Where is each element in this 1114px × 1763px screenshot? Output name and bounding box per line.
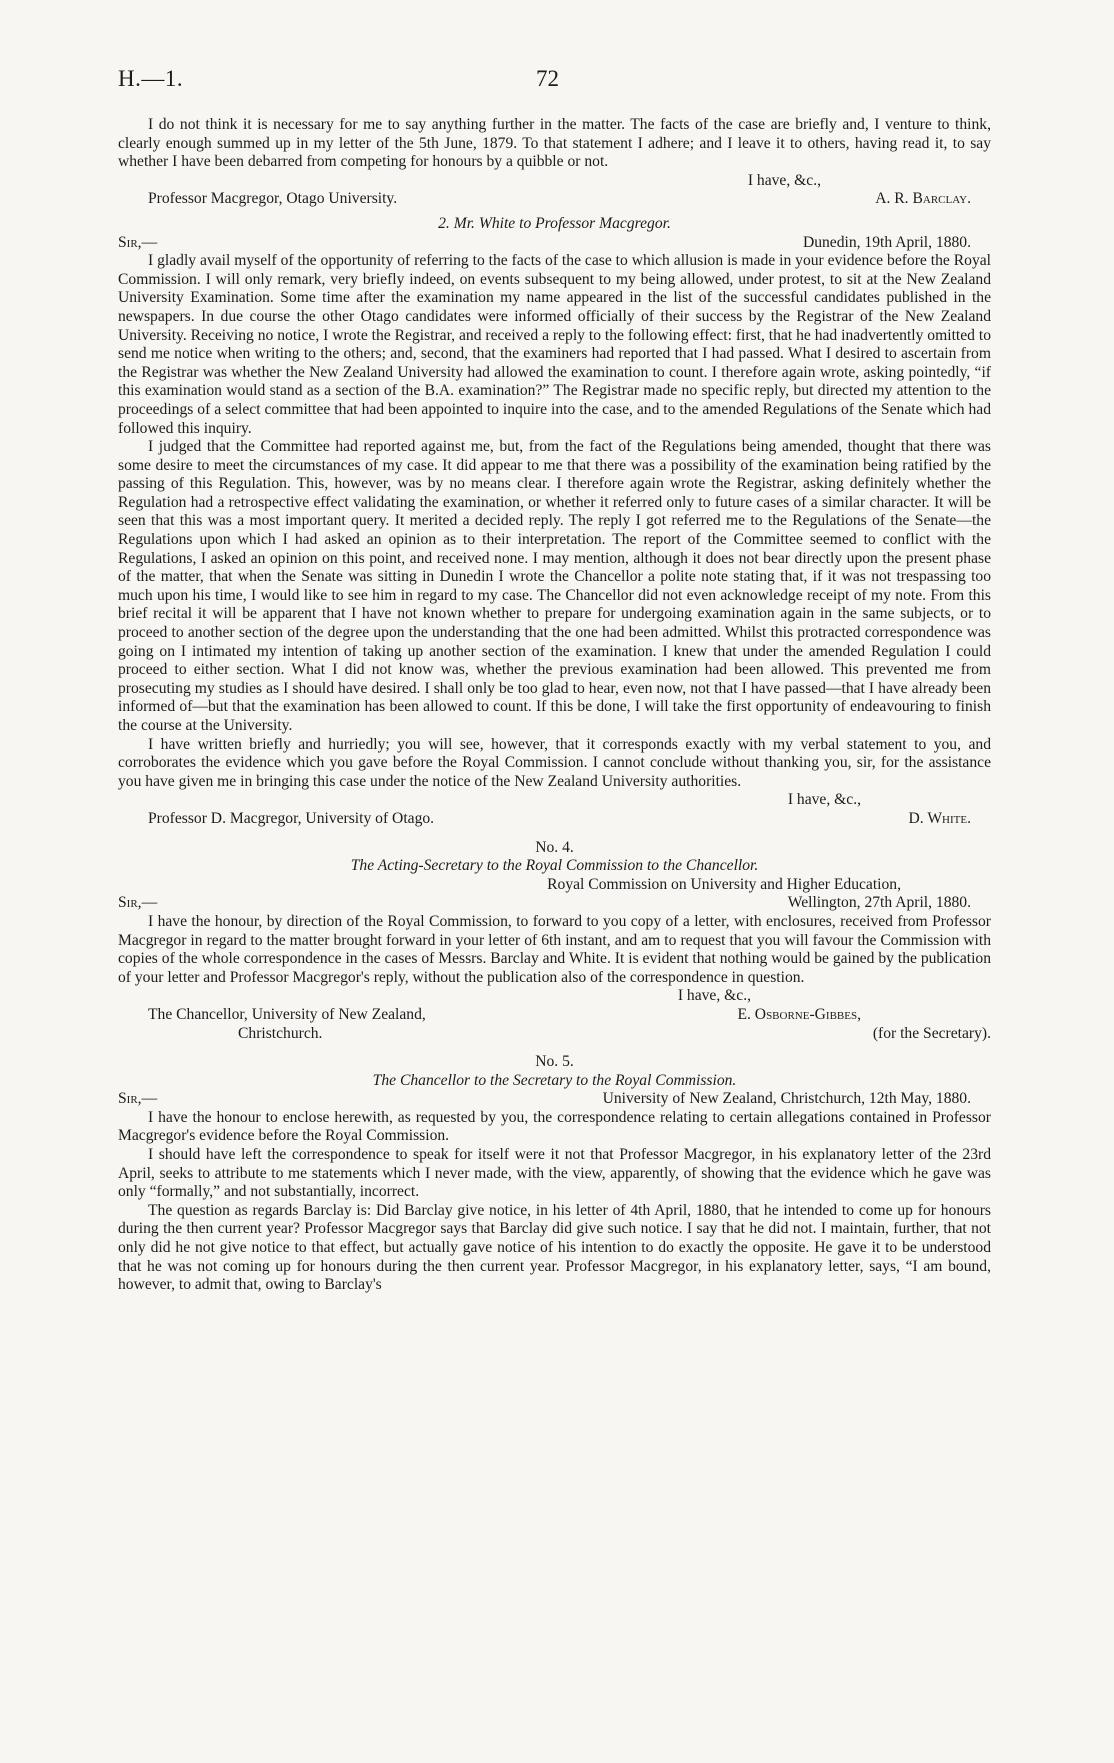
no4-salutation-row: [118, 894, 991, 913]
no4-body: I have the honour, by direction of the Royal Commission, to forward to you copy of a letter, with enclosures, received from Professor Macgregor in regard to the matter brought forward in your letter of 6th instant, and am to request that you will favour the Commission with copies of the whole correspondence in the cases of Messrs. Barclay and White. It is evident that nothing would be gained by the publication of your letter and Professor Macgregor's reply, without the publication also of the correspondence in question.: [118, 912, 991, 986]
no4-dateline: Wellington, 27th April, 1880.: [787, 894, 971, 912]
no4-org-row: [118, 876, 991, 895]
white-salutation-row: [118, 234, 991, 253]
no5-title: The Chancellor to the Secretary to the Royal Commission.: [372, 1071, 737, 1089]
no4-addressee-1: The Chancellor, University of New Zealand,: [148, 1005, 426, 1023]
white-paragraph-2: I judged that the Committee had reported against me, but, from the fact of the Regulations being amended, thought that there was some desire to meet the circumstances of my case. It did appear to me that there was a possibility of the examination being ratified by the passing of this Regulation. This, however, was by no means clear. I therefore again wrote the Registrar, asking definitely whether the Regulation had a retrospective effect validating the examination, or whether it referred only to future cases of a similar character. It will be seen that this was a most important query. It merited a decided reply. The reply I got referred me to the Regulations of the Senate—the Regulations upon which I had asked an opinion as to their interpretation. The report of the Committee seemed to conflict with the Regulations, I asked an opinion on this point, and received none. I may mention, although it does not bear directly upon the present phase of the matter, that when the Senate was sitting in Dunedin I wrote the Chancellor a polite note stating that, if it was not trespassing too much upon his time, I would like to see him in regard to my case. The Chancellor did not even acknowledge receipt of my note. From this brief recital it will be apparent that I have not known whether to prepare for undergoing examination again in the same subjects, or to proceed to another section of the degree upon the understanding that the one had been admitted. Whilst this protracted correspondence was going on I intimated my intention of taking up another section of the examination. I knew that under the amended Regulation I could proceed to either section. What I did not know was, whether the previous examination had been allowed. This prevented me from prosecuting my studies as I should have desired. I shall only be too glad to hear, even now, not that I have passed—that I have already been informed of—but that the examination has been allowed to count. If this be done, I will take the first opportunity of endeavouring to finish the course at the University.: [118, 438, 991, 734]
no4-closing-row: [118, 987, 991, 1006]
no4-signature-note: (for the Secretary).: [872, 1024, 991, 1042]
page-header: [118, 66, 988, 98]
white-sign-row: [118, 810, 991, 829]
no5-paragraph-3: The question as regards Barclay is: Did Barclay give notice, in his letter of 4th April, 1880, that he intended to come up for honours during the then current year? Professor Macgregor says that Barclay did give such notice. I say that he did not. I maintain, further, that not only did he not give notice to that effect, but actually gave notice of his intention to do exactly the opposite. He gave it to be understood that he was not coming up for honours during the then current year. Professor Macgregor, in his explanatory letter, says, “I am bound, however, to admit that, owing to Barclay's: [118, 1201, 991, 1294]
white-closing-row: [118, 791, 991, 810]
white-signature: D. White.: [908, 809, 971, 827]
no5-dateline: University of New Zealand, Christchurch, 12th May, 1880.: [602, 1090, 971, 1108]
white-paragraph-1: I gladly avail myself of the opportunity of referring to the facts of the case to which allusion is made in your evidence before the Royal Commission. I will only remark, very briefly indeed, on events subsequent to my being allowed, under protest, to sit at the New Zealand University Examination. Some time after the examination my name appeared in the list of the successful candidates published in the newspapers. In due course the other Otago candidates were informed officially of their success by the Registrar of the New Zealand University. Receiving no notice, I wrote the Registrar, and received a reply to the following effect: first, that he had inadvertently omitted to send me notice when writing to the others; and, second, that the examiners had reported that I had passed. What I desired to ascertain from the Registrar was whether the New Zealand University had allowed the examination to count. I therefore again wrote, asking pointedly, “if this examination would stand as a section of the B.A. examination?” The Registrar made no specific reply, but directed my attention to the proceedings of a select committee that had been appointed to inquire into the case, and to the amended Regulations of the Senate which had followed this inquiry.: [118, 252, 991, 437]
white-letter-title: 2. Mr. White to Professor Macgregor.: [438, 214, 671, 232]
barclay-signature: A. R. Barclay.: [875, 190, 971, 208]
no4-closing: I have, &c.,: [677, 987, 751, 1005]
page-body: [118, 116, 991, 1295]
no5-salutation-row: [118, 1090, 991, 1109]
no4-salutation: Sir,—: [118, 894, 158, 912]
no4-sign-row-1: [118, 1006, 991, 1025]
no4-addressee-2: Christchurch.: [238, 1024, 323, 1042]
no5-paragraph-1: I have the honour to enclose herewith, as requested by you, the correspondence relating to certain allegations contained in Professor Macgregor's evidence before the Royal Commission.: [118, 1108, 991, 1145]
no4-number: No. 4.: [535, 838, 574, 856]
barclay-sign-row: [118, 190, 991, 209]
no4-title: The Acting-Secretary to the Royal Commission to the Chancellor.: [350, 857, 759, 875]
no5-paragraph-2: I should have left the correspondence to speak for itself were it not that Professor Macgregor, in his explanatory letter of the 23rd April, seeks to attribute to me statements which I never made, with the view, apparently, of showing that the evidence which he gave was only “formally,” and not substantially, incorrect.: [118, 1146, 991, 1201]
white-salutation: Sir,—: [118, 233, 158, 251]
document-reference: H.—1.: [118, 66, 184, 91]
barclay-closing-row: [118, 172, 991, 191]
barclay-closing: I have, &c.,: [747, 171, 821, 189]
no4-org-line: Royal Commission on University and Higher Education,: [547, 875, 901, 893]
white-addressee: Professor D. Macgregor, University of Otago.: [148, 809, 435, 827]
no4-signature: E. Osborne-Gibbes,: [737, 1005, 861, 1023]
no4-sign-row-2: [118, 1025, 991, 1044]
white-dateline: Dunedin, 19th April, 1880.: [802, 233, 971, 251]
white-closing: I have, &c.,: [787, 791, 861, 809]
page-number: 72: [536, 66, 559, 91]
barclay-paragraph: I do not think it is necessary for me to say anything further in the matter. The facts of the case are briefly and, I venture to think, clearly enough summed up in my letter of the 5th June, 1879. To that statement I adhere; and I leave it to others, having read it, to say whether I have been debarred from competing for honours by a quibble or not.: [118, 116, 991, 171]
barclay-addressee: Professor Macgregor, Otago University.: [148, 190, 398, 208]
white-paragraph-3: I have written briefly and hurriedly; you will see, however, that it corresponds exactly with my verbal statement to you, and corroborates the evidence which you gave before the Royal Commission. I cannot conclude without thanking you, sir, for the assistance you have given me in bringing this case under the notice of the New Zealand University authorities.: [118, 735, 991, 790]
no5-salutation: Sir,—: [118, 1090, 158, 1108]
no5-number: No. 5.: [535, 1053, 574, 1071]
